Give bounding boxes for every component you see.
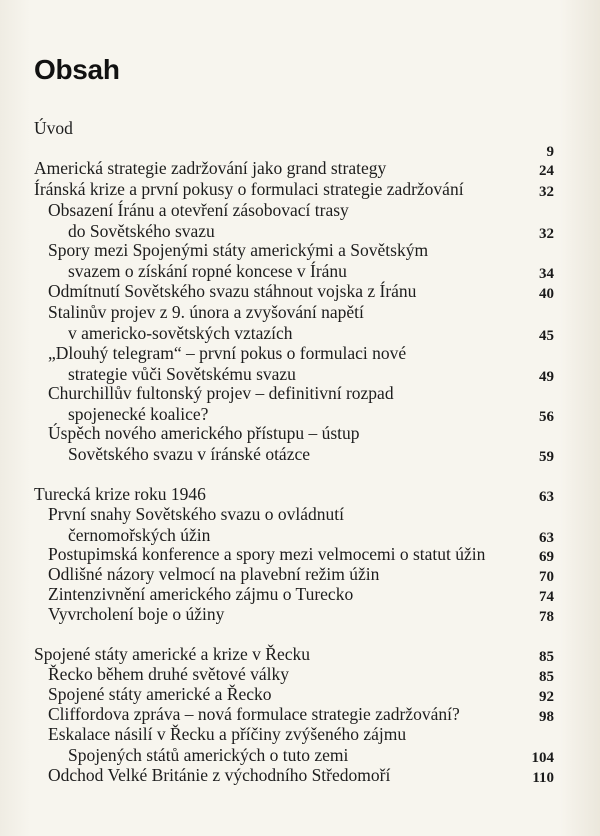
toc-entry-title: Spojené státy americké a Řecko bbox=[48, 684, 272, 704]
toc-page-number: 40 bbox=[539, 286, 554, 302]
toc-entry-title-continued: Sovětského svazu v íránské otázce bbox=[68, 444, 311, 464]
toc-page-number: 78 bbox=[539, 609, 554, 625]
toc-entry-title-continued: v americko-sovětských vztazích bbox=[68, 323, 293, 343]
toc-entry bbox=[34, 704, 554, 725]
toc-page-number: 45 bbox=[539, 328, 554, 344]
toc-entry-title-continued: strategie vůči Sovětskému svazu bbox=[68, 364, 296, 384]
toc-entry bbox=[34, 179, 554, 200]
toc-entry bbox=[34, 240, 554, 282]
toc-entry-title-continued: svazem o získání ropné koncese v Íránu bbox=[68, 261, 347, 281]
toc-entry bbox=[34, 604, 554, 625]
toc-entry bbox=[34, 281, 554, 302]
toc-entry-title: Turecká krize roku 1946 bbox=[34, 484, 206, 504]
toc-entry bbox=[34, 504, 554, 546]
toc-entry bbox=[34, 118, 554, 160]
toc-entry bbox=[34, 664, 554, 685]
toc-page-number: 74 bbox=[539, 589, 554, 605]
toc-entry-title-continued: Spojených států amerických o tuto zemi bbox=[68, 745, 349, 765]
toc-entry-title: Zintenzivnění amerického zájmu o Turecko bbox=[48, 584, 354, 604]
toc-page-number: 63 bbox=[539, 530, 554, 546]
toc-page-number: 104 bbox=[531, 750, 554, 766]
toc-entry bbox=[34, 765, 554, 786]
toc-page-number: 92 bbox=[539, 689, 554, 705]
toc-page-number: 56 bbox=[539, 409, 554, 425]
toc-page-number: 63 bbox=[539, 489, 554, 505]
toc-page-number: 70 bbox=[539, 569, 554, 585]
toc-page-number: 9 bbox=[546, 144, 554, 160]
toc-page-number: 24 bbox=[539, 163, 554, 179]
toc-entry-title: Vyvrcholení boje o úžiny bbox=[48, 604, 225, 624]
toc-page-number: 69 bbox=[539, 549, 554, 565]
toc-entry bbox=[34, 684, 554, 705]
toc-entry-title-continued: černomořských úžin bbox=[68, 525, 211, 545]
toc-entry bbox=[34, 724, 554, 766]
toc-entry bbox=[34, 584, 554, 605]
toc-entry bbox=[34, 302, 554, 344]
toc-entry bbox=[34, 200, 554, 242]
toc-entry bbox=[34, 158, 554, 179]
toc-page-number: 32 bbox=[539, 226, 554, 242]
toc-entry-title: Spory mezi Spojenými státy americkými a Sovětským bbox=[48, 240, 429, 260]
toc-entry bbox=[34, 423, 554, 465]
toc-entry-title: Obsazení Íránu a otevření zásobovací trasy bbox=[48, 200, 349, 220]
toc-entry-title: Úvod bbox=[34, 118, 73, 138]
toc-entry-title: Odlišné názory velmocí na plavební režim úžin bbox=[48, 564, 380, 584]
toc-page-number: 32 bbox=[539, 184, 554, 200]
toc-page-number: 59 bbox=[539, 449, 554, 465]
toc-entry-title: Spojené státy americké a krize v Řecku bbox=[34, 644, 311, 664]
toc-entry-title: Americká strategie zadržování jako grand strategy bbox=[34, 158, 387, 178]
toc-entry-title-continued: do Sovětského svazu bbox=[68, 221, 215, 241]
toc-entry-title: Churchillův fultonský projev – definitivní rozpad bbox=[48, 383, 394, 403]
toc-entry bbox=[34, 383, 554, 425]
toc-entry bbox=[34, 544, 554, 565]
toc-page-number: 98 bbox=[539, 709, 554, 725]
toc-entry bbox=[34, 644, 554, 665]
toc-entry-title: Postupimská konference a spory mezi velmocemi o statut úžin bbox=[48, 544, 486, 564]
toc-entry bbox=[34, 343, 554, 385]
toc-entry-title: Eskalace násilí v Řecku a příčiny zvýšeného zájmu bbox=[48, 724, 407, 744]
toc-entry-title: Řecko během druhé světové války bbox=[48, 664, 290, 684]
toc-entry-title: Odmítnutí Sovětského svazu stáhnout vojska z Íránu bbox=[48, 281, 417, 301]
toc-entry-title: Íránská krize a první pokusy o formulaci strategie zadržování bbox=[34, 179, 464, 199]
toc-entry-title: Cliffordova zpráva – nová formulace strategie zadržování? bbox=[48, 704, 460, 724]
toc-page-number: 110 bbox=[532, 770, 554, 786]
toc-entry-title: První snahy Sovětského svazu o ovládnutí bbox=[48, 504, 345, 524]
toc-entry-title: Odchod Velké Británie z východního Středomoří bbox=[48, 765, 391, 785]
toc-entry bbox=[34, 484, 554, 505]
toc-page-number: 85 bbox=[539, 669, 554, 685]
toc-page-number: 49 bbox=[539, 369, 554, 385]
toc-page-number: 34 bbox=[539, 266, 554, 282]
contents-heading: Obsah bbox=[34, 54, 120, 85]
toc-page-number: 85 bbox=[539, 649, 554, 665]
toc-entry-title-continued: spojenecké koalice? bbox=[68, 404, 209, 424]
toc-entry-title: „Dlouhý telegram“ – první pokus o formulaci nové bbox=[48, 343, 407, 363]
toc-entry bbox=[34, 564, 554, 585]
toc-entry-title: Úspěch nového amerického přístupu – ústup bbox=[48, 423, 360, 443]
toc-entry-title: Stalinův projev z 9. února a zvyšování napětí bbox=[48, 302, 364, 322]
